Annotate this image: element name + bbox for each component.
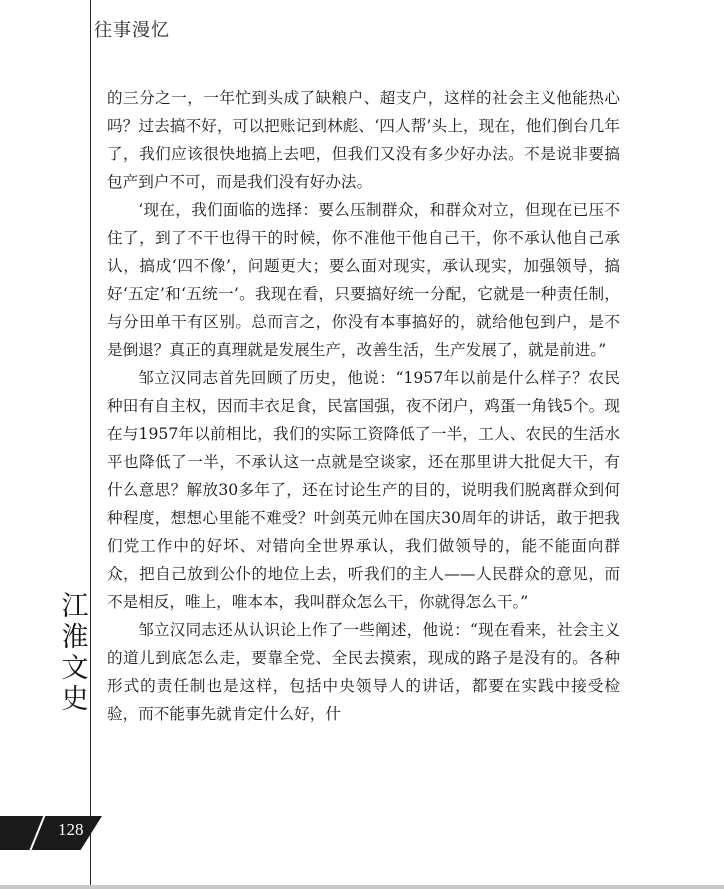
page-bottom-edge xyxy=(0,885,724,889)
side-title-char: 文 xyxy=(61,653,89,684)
side-title-char: 江 xyxy=(61,591,89,622)
side-title xyxy=(60,591,90,715)
side-title-char: 史 xyxy=(61,684,89,715)
paragraph: 邹立汉同志首先回顾了历史，他说：“1957年以前是什么样子？农民种田有自主权，因而丰衣足食，民富国强，夜不闭户，鸡蛋一角钱5个。现在与1957年以前相比，我们的实际工资降低了一半，工人、农民的生活水平也降低了一半，不承认这一点就是空谈家，还在那里讲大批促大干，有什么意思？解放30多年了，还在讨论生产的目的，说明我们脱离群众到何种程度，想想心里能不难受？叶剑英元帅在国庆30周年的讲话，敢于把我们党工作中的好坏、对错向全世界承认，我们做领导的，能不能面向群众，把自己放到公仆的地位上去，听我们的主人——人民群众的意见，而不是相反，唯上，唯本本，我叫群众怎么干，你就得怎么干。” xyxy=(107,369,620,611)
running-header: 往事漫忆 xyxy=(94,20,170,41)
side-title-char: 淮 xyxy=(61,622,89,653)
body-text xyxy=(107,84,620,728)
paragraph: ‘现在，我们面临的选择：要么压制群众，和群众对立，但现在已压不住了，到了不干也得干的时候，你不准他干他自己干，你不承认他自己承认，搞成‘四不像’，问题更大；要么面对现实，承认现实，加强领导，搞好‘五定’和‘五统一’。我现在看，只要搞好统一分配，它就是一种责任制，与分田单干有区别。总而言之，你没有本事搞好的，就给他包到户，是不是倒退？真正的真理就是发展生产，改善生活，生产发展了，就是前进。” xyxy=(107,201,620,359)
paragraph: 的三分之一，一年忙到头成了缺粮户、超支户，这样的社会主义他能热心吗？过去搞不好，可以把账记到林彪、‘四人帮’头上，现在，他们倒台几年了，我们应该很快地搞上去吧，但我们又没有多少好办法。不是说非要搞包产到户不可，而是我们没有好办法。 xyxy=(107,89,620,191)
page-number-band xyxy=(0,816,102,850)
margin-rule xyxy=(90,0,91,889)
paragraph: 邹立汉同志还从认识论上作了一些阐述，他说：“现在看来，社会主义的道儿到底怎么走，要靠全党、全民去摸索，现成的路子是没有的。各种形式的责任制也是这样，包括中央领导人的讲话，都要在实践中接受检验，而不能事先就肯定什么好，什 xyxy=(107,621,620,723)
page-number: 128 xyxy=(58,820,84,839)
